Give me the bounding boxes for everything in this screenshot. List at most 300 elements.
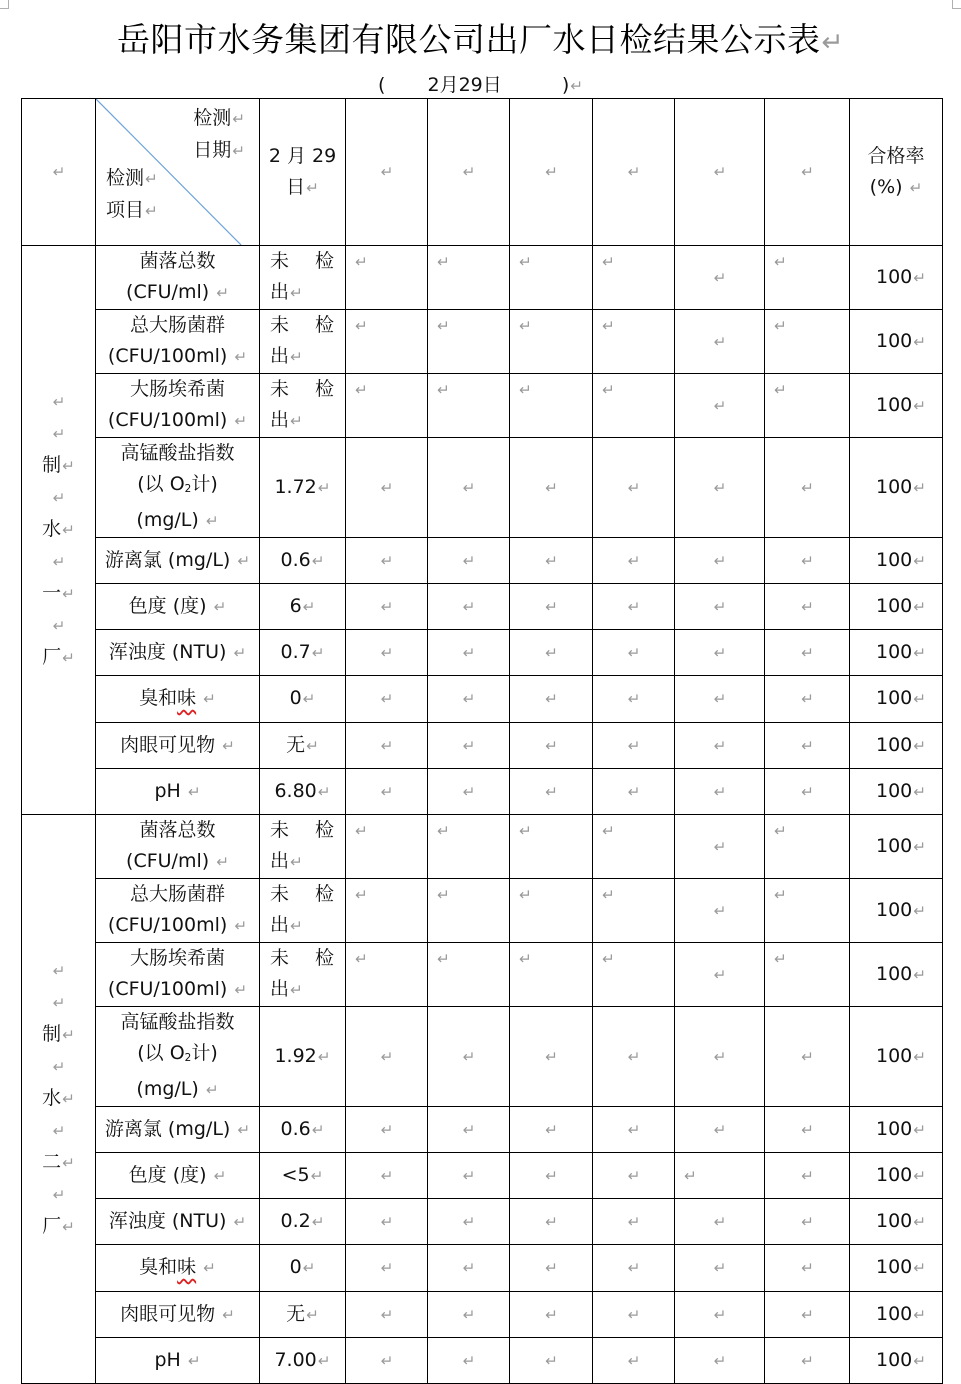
- paragraph-mark-icon: ↵: [233, 1212, 247, 1231]
- table-row: [22, 1245, 943, 1292]
- empty-date-cell[interactable]: ↵: [593, 1007, 675, 1107]
- empty-date-cell[interactable]: ↵: [510, 538, 593, 584]
- empty-date-cell[interactable]: ↵: [593, 769, 675, 815]
- test-item-cell: 总大肠菌群 (CFU/100ml) ↵: [96, 879, 260, 943]
- empty-date-cell[interactable]: ↵: [593, 584, 675, 630]
- paragraph-mark-icon: ↵: [913, 478, 926, 497]
- empty-date-cell[interactable]: ↵: [675, 769, 765, 815]
- table-row: [22, 1199, 943, 1245]
- empty-date-cell[interactable]: ↵: [765, 438, 850, 538]
- empty-date-header[interactable]: ↵: [428, 99, 510, 246]
- date-line: [0, 70, 961, 97]
- result-value-cell: 0.2↵: [260, 1199, 346, 1245]
- empty-date-cell[interactable]: ↵: [593, 438, 675, 538]
- paragraph-mark-icon: ↵: [290, 981, 303, 999]
- paragraph-mark-icon: ↵: [290, 348, 303, 366]
- paragraph-mark-icon: ↵: [233, 643, 247, 662]
- table-row: [22, 1153, 943, 1199]
- pass-rate-cell: 100↵: [850, 1199, 943, 1245]
- table-row: [22, 1292, 943, 1338]
- table-row: [22, 943, 943, 1007]
- empty-date-header[interactable]: ↵: [765, 99, 850, 246]
- empty-date-cell[interactable]: ↵: [765, 374, 850, 438]
- result-value-cell: 未 检 出↵: [260, 310, 346, 374]
- empty-date-cell[interactable]: ↵: [346, 1199, 428, 1245]
- empty-date-cell[interactable]: ↵: [428, 769, 510, 815]
- pass-rate-cell: 100↵: [850, 1153, 943, 1199]
- paragraph-mark-icon: ↵: [302, 1259, 316, 1277]
- empty-date-cell[interactable]: ↵: [593, 246, 675, 310]
- test-item-cell: 高锰酸盐指数 (以 O2计) (mg/L) ↵: [96, 1007, 260, 1107]
- diagonal-header-cell: [96, 99, 260, 246]
- test-item-cell: 色度 (度) ↵: [96, 584, 260, 630]
- empty-date-cell[interactable]: ↵: [428, 246, 510, 310]
- table-row: [22, 769, 943, 815]
- empty-date-cell[interactable]: ↵: [765, 676, 850, 723]
- empty-date-cell[interactable]: ↵: [510, 1153, 593, 1199]
- pass-rate-cell: 100↵: [850, 584, 943, 630]
- paragraph-mark-icon: ↵: [913, 1120, 926, 1139]
- empty-date-cell[interactable]: ↵: [593, 374, 675, 438]
- paragraph-mark-icon: ↵: [913, 1259, 926, 1277]
- paragraph-mark-icon: ↵: [145, 202, 158, 220]
- empty-date-cell[interactable]: ↵: [428, 1153, 510, 1199]
- date-column-header: 2 月 29 日↵: [260, 99, 346, 246]
- empty-date-cell[interactable]: ↵: [510, 723, 593, 769]
- empty-date-cell[interactable]: ↵: [510, 769, 593, 815]
- empty-date-cell[interactable]: ↵: [346, 1153, 428, 1199]
- empty-date-cell[interactable]: ↵: [428, 538, 510, 584]
- empty-date-header[interactable]: ↵: [593, 99, 675, 246]
- empty-date-cell[interactable]: ↵: [765, 246, 850, 310]
- page-corner-mark: [952, 0, 961, 9]
- paragraph-mark-icon: ↵: [302, 597, 316, 616]
- empty-date-cell[interactable]: ↵: [593, 1245, 675, 1292]
- pass-rate-cell: 100↵: [850, 1107, 943, 1153]
- empty-date-cell[interactable]: ↵: [346, 879, 428, 943]
- empty-date-cell[interactable]: ↵: [428, 1338, 510, 1384]
- paragraph-mark-icon: ↵: [205, 1081, 219, 1099]
- title-text: 岳阳市水务集团有限公司出厂水日检结果公示表: [116, 20, 821, 59]
- table-row: [22, 879, 943, 943]
- paragraph-mark-icon: ↵: [213, 1166, 227, 1185]
- empty-date-cell[interactable]: ↵: [428, 584, 510, 630]
- paragraph-mark-icon: ↵: [913, 643, 926, 662]
- paragraph-mark-icon: ↵: [232, 142, 245, 160]
- paragraph-mark-icon: ↵: [913, 1047, 926, 1066]
- empty-date-cell[interactable]: ↵: [346, 538, 428, 584]
- empty-date-cell[interactable]: ↵: [346, 815, 428, 879]
- empty-date-cell[interactable]: ↵: [428, 815, 510, 879]
- empty-date-cell[interactable]: ↵: [428, 1245, 510, 1292]
- test-item-cell: 菌落总数 (CFU/ml) ↵: [96, 815, 260, 879]
- paragraph-mark-icon: ↵: [913, 736, 926, 755]
- paragraph-mark-icon: ↵: [913, 396, 926, 415]
- empty-date-cell[interactable]: ↵: [593, 1107, 675, 1153]
- empty-date-cell[interactable]: ↵: [593, 815, 675, 879]
- test-item-cell: 臭和味 ↵: [96, 1245, 260, 1292]
- paragraph-mark-icon: ↵: [913, 965, 926, 984]
- paragraph-mark-icon: ↵: [306, 1305, 319, 1324]
- test-item-cell: 臭和味 ↵: [96, 676, 260, 723]
- empty-date-cell[interactable]: ↵: [675, 1199, 765, 1245]
- paragraph-mark-icon: ↵: [570, 77, 584, 95]
- result-value-cell: 6↵: [260, 584, 346, 630]
- paragraph-mark-icon: ↵: [317, 478, 331, 497]
- table-row: [22, 1107, 943, 1153]
- empty-date-cell[interactable]: ↵: [428, 310, 510, 374]
- test-item-cell: 浑浊度 (NTU) ↵: [96, 630, 260, 676]
- empty-date-cell[interactable]: ↵: [675, 1292, 765, 1338]
- paragraph-mark-icon: ↵: [913, 1166, 926, 1185]
- paragraph-mark-icon: ↵: [317, 782, 331, 801]
- paragraph-mark-icon: ↵: [187, 1351, 201, 1370]
- paragraph-mark-icon: ↵: [302, 690, 316, 708]
- empty-date-cell[interactable]: ↵: [593, 879, 675, 943]
- empty-date-cell[interactable]: ↵: [675, 943, 765, 1007]
- paragraph-mark-icon: ↵: [62, 1026, 75, 1044]
- empty-date-cell[interactable]: ↵: [428, 723, 510, 769]
- paragraph-mark-icon: ↵: [62, 457, 75, 475]
- paragraph-mark-icon: ↵: [913, 332, 926, 351]
- empty-date-cell[interactable]: ↵: [510, 246, 593, 310]
- pass-rate-cell: 100↵: [850, 374, 943, 438]
- paragraph-mark-icon: ↵: [234, 917, 248, 935]
- empty-date-cell[interactable]: ↵: [593, 943, 675, 1007]
- empty-date-cell[interactable]: ↵: [675, 538, 765, 584]
- empty-date-cell[interactable]: ↵: [346, 1007, 428, 1107]
- document-title: [0, 14, 961, 61]
- test-item-cell: 菌落总数 (CFU/ml) ↵: [96, 246, 260, 310]
- empty-date-cell[interactable]: ↵: [765, 1107, 850, 1153]
- result-value-cell: 1.72↵: [260, 438, 346, 538]
- pass-rate-cell: 100↵: [850, 538, 943, 584]
- empty-date-cell[interactable]: ↵: [428, 1107, 510, 1153]
- paragraph-mark-icon: ↵: [913, 1351, 926, 1370]
- diagonal-label-item: 检测↵ 项目↵: [106, 167, 158, 221]
- table-row: [22, 630, 943, 676]
- pass-rate-cell: 100↵: [850, 1007, 943, 1107]
- test-item-cell: pH ↵: [96, 1338, 260, 1384]
- empty-date-cell[interactable]: ↵: [510, 1199, 593, 1245]
- paragraph-mark-icon: ↵: [203, 690, 216, 708]
- test-item-cell: 游离氯 (mg/L) ↵: [96, 538, 260, 584]
- empty-date-cell[interactable]: ↵: [765, 879, 850, 943]
- empty-date-cell[interactable]: ↵: [428, 1292, 510, 1338]
- empty-date-header[interactable]: ↵: [675, 99, 765, 246]
- empty-date-cell[interactable]: ↵: [510, 438, 593, 538]
- empty-date-cell[interactable]: ↵: [765, 943, 850, 1007]
- paragraph-mark-icon: ↵: [311, 551, 325, 570]
- paren-open: (: [377, 74, 386, 96]
- paragraph-mark-icon: ↵: [145, 170, 158, 188]
- table-row: [22, 815, 943, 879]
- paragraph-mark-icon: ↵: [234, 412, 248, 430]
- test-item-cell: 高锰酸盐指数 (以 O2计) (mg/L) ↵: [96, 438, 260, 538]
- result-value-cell: 未 检 出↵: [260, 246, 346, 310]
- result-value-cell: 无↵: [260, 723, 346, 769]
- empty-date-cell[interactable]: ↵: [346, 1245, 428, 1292]
- pass-rate-cell: 100↵: [850, 769, 943, 815]
- empty-date-cell[interactable]: ↵: [346, 676, 428, 723]
- result-value-cell: 0↵: [260, 1245, 346, 1292]
- empty-date-cell[interactable]: ↵: [765, 1338, 850, 1384]
- result-value-cell: 0.6↵: [260, 1107, 346, 1153]
- paragraph-mark-icon: ↵: [62, 649, 75, 667]
- empty-date-cell[interactable]: ↵: [346, 630, 428, 676]
- paragraph-mark-icon: ↵: [237, 551, 251, 570]
- empty-date-cell[interactable]: ↵: [346, 723, 428, 769]
- paragraph-mark-icon: ↵: [234, 981, 248, 999]
- paragraph-mark-icon: ↵: [913, 268, 926, 287]
- paragraph-mark-icon: ↵: [62, 1090, 75, 1108]
- empty-date-cell[interactable]: ↵: [675, 1245, 765, 1292]
- table-row: [22, 438, 943, 538]
- empty-date-cell[interactable]: ↵: [765, 1153, 850, 1199]
- paragraph-mark-icon: ↵: [62, 1154, 75, 1172]
- empty-date-cell[interactable]: ↵: [765, 1007, 850, 1107]
- result-value-cell: 无↵: [260, 1292, 346, 1338]
- empty-date-cell[interactable]: ↵: [593, 538, 675, 584]
- empty-date-cell[interactable]: ↵: [593, 630, 675, 676]
- empty-date-cell[interactable]: ↵: [510, 879, 593, 943]
- pass-rate-cell: 100↵: [850, 1245, 943, 1292]
- empty-date-cell[interactable]: ↵: [765, 1245, 850, 1292]
- result-value-cell: 1.92↵: [260, 1007, 346, 1107]
- pass-rate-cell: 100↵: [850, 879, 943, 943]
- empty-date-cell[interactable]: ↵: [346, 769, 428, 815]
- empty-date-cell[interactable]: ↵: [675, 815, 765, 879]
- test-item-cell: 总大肠菌群 (CFU/100ml) ↵: [96, 310, 260, 374]
- pass-rate-cell: 100↵: [850, 310, 943, 374]
- pass-rate-cell: 100↵: [850, 1292, 943, 1338]
- paragraph-mark-icon: ↵: [821, 27, 845, 58]
- empty-date-cell[interactable]: ↵: [428, 1007, 510, 1107]
- paragraph-mark-icon: ↵: [913, 782, 926, 801]
- paragraph-mark-icon: ↵: [913, 551, 926, 570]
- result-value-cell: 6.80↵: [260, 769, 346, 815]
- pass-rate-cell: 100↵: [850, 943, 943, 1007]
- paragraph-mark-icon: ↵: [216, 284, 229, 302]
- empty-date-cell[interactable]: ↵: [428, 630, 510, 676]
- empty-date-cell[interactable]: ↵: [428, 438, 510, 538]
- test-item-cell: 肉眼可见物 ↵: [96, 1292, 260, 1338]
- result-value-cell: 0↵: [260, 676, 346, 723]
- empty-date-cell[interactable]: ↵: [765, 1292, 850, 1338]
- test-item-cell: 浑浊度 (NTU) ↵: [96, 1199, 260, 1245]
- header-blank-cell: ↵: [22, 99, 96, 246]
- paragraph-mark-icon: ↵: [311, 1212, 325, 1231]
- result-value-cell: 7.00↵: [260, 1338, 346, 1384]
- empty-date-cell[interactable]: ↵: [765, 815, 850, 879]
- header-row: [22, 99, 943, 246]
- plant-name-cell: ↵ ↵ 制↵ ↵ 水↵ ↵ 一↵ ↵ 厂↵: [22, 246, 96, 815]
- empty-date-cell[interactable]: ↵: [593, 1153, 675, 1199]
- paren-close: ): [561, 74, 570, 96]
- result-value-cell: <5↵: [260, 1153, 346, 1199]
- paragraph-mark-icon: ↵: [913, 690, 926, 708]
- empty-date-cell[interactable]: ↵: [675, 1007, 765, 1107]
- test-item-cell: 大肠埃希菌 (CFU/100ml) ↵: [96, 374, 260, 438]
- report-date: 2月29日: [427, 74, 502, 96]
- empty-date-cell[interactable]: ↵: [593, 723, 675, 769]
- empty-date-cell[interactable]: ↵: [510, 1338, 593, 1384]
- paragraph-mark-icon: ↵: [306, 178, 319, 197]
- empty-date-cell[interactable]: ↵: [593, 1292, 675, 1338]
- empty-date-cell[interactable]: ↵: [675, 879, 765, 943]
- empty-date-cell[interactable]: ↵: [510, 1107, 593, 1153]
- empty-date-cell[interactable]: ↵: [765, 584, 850, 630]
- pass-rate-cell: 100↵: [850, 246, 943, 310]
- results-table: [21, 98, 943, 1384]
- diagonal-label-date: 检测↵ 日期↵: [193, 107, 245, 161]
- paragraph-mark-icon: ↵: [203, 1259, 216, 1277]
- empty-date-cell[interactable]: ↵: [765, 723, 850, 769]
- result-value-cell: 0.7↵: [260, 630, 346, 676]
- paragraph-mark-icon: ↵: [311, 1120, 325, 1139]
- empty-date-cell[interactable]: ↵: [675, 1107, 765, 1153]
- empty-date-cell[interactable]: ↵: [510, 1007, 593, 1107]
- empty-date-cell[interactable]: ↵: [510, 584, 593, 630]
- paragraph-mark-icon: ↵: [290, 412, 303, 430]
- paragraph-mark-icon: ↵: [222, 736, 235, 755]
- empty-date-cell[interactable]: ↵: [510, 374, 593, 438]
- pass-rate-cell: 100↵: [850, 1338, 943, 1384]
- test-item-cell: 肉眼可见物 ↵: [96, 723, 260, 769]
- paragraph-mark-icon: ↵: [317, 1351, 331, 1370]
- pass-rate-cell: 100↵: [850, 630, 943, 676]
- empty-date-cell[interactable]: ↵: [346, 310, 428, 374]
- table-row: [22, 1007, 943, 1107]
- paragraph-mark-icon: ↵: [216, 853, 229, 871]
- empty-date-cell[interactable]: ↵: [428, 374, 510, 438]
- empty-date-cell[interactable]: ↵: [346, 584, 428, 630]
- table-row: [22, 310, 943, 374]
- empty-date-cell[interactable]: ↵: [510, 630, 593, 676]
- pass-rate-cell: 100↵: [850, 723, 943, 769]
- table-row: [22, 246, 943, 310]
- paragraph-mark-icon: ↵: [62, 1218, 75, 1236]
- paragraph-mark-icon: ↵: [234, 348, 248, 366]
- page-corner-mark: [0, 0, 9, 9]
- table-row: [22, 1338, 943, 1384]
- empty-date-cell[interactable]: ↵: [675, 1338, 765, 1384]
- empty-date-cell[interactable]: ↵: [593, 676, 675, 723]
- paragraph-mark-icon: ↵: [205, 512, 219, 530]
- empty-date-cell[interactable]: ↵: [675, 310, 765, 374]
- paragraph-mark-icon: ↵: [237, 1120, 251, 1139]
- test-item-cell: 游离氯 (mg/L) ↵: [96, 1107, 260, 1153]
- test-item-cell: pH ↵: [96, 769, 260, 815]
- table-row: [22, 723, 943, 769]
- empty-date-cell[interactable]: ↵: [765, 769, 850, 815]
- test-item-cell: 大肠埃希菌 (CFU/100ml) ↵: [96, 943, 260, 1007]
- paragraph-mark-icon: ↵: [913, 837, 926, 856]
- pass-rate-cell: 100↵: [850, 438, 943, 538]
- empty-date-cell[interactable]: ↵: [765, 630, 850, 676]
- empty-date-cell[interactable]: ↵: [346, 943, 428, 1007]
- empty-date-cell[interactable]: ↵: [428, 943, 510, 1007]
- empty-date-cell[interactable]: ↵: [675, 246, 765, 310]
- empty-date-cell[interactable]: ↵: [428, 676, 510, 723]
- paragraph-mark-icon: ↵: [62, 521, 75, 539]
- paragraph-mark-icon: ↵: [909, 178, 923, 197]
- paragraph-mark-icon: ↵: [306, 736, 319, 755]
- empty-date-cell[interactable]: ↵: [675, 374, 765, 438]
- empty-date-cell[interactable]: ↵: [510, 943, 593, 1007]
- result-value-cell: 未 检 出↵: [260, 374, 346, 438]
- empty-date-cell[interactable]: ↵: [510, 1292, 593, 1338]
- empty-date-cell[interactable]: ↵: [593, 1199, 675, 1245]
- empty-date-cell[interactable]: ↵: [346, 374, 428, 438]
- paragraph-mark-icon: ↵: [290, 853, 303, 871]
- empty-date-cell[interactable]: ↵: [510, 815, 593, 879]
- table-row: [22, 676, 943, 723]
- paragraph-mark-icon: ↵: [187, 782, 201, 801]
- paragraph-mark-icon: ↵: [913, 901, 926, 920]
- empty-date-cell[interactable]: ↵: [346, 1338, 428, 1384]
- empty-date-cell[interactable]: ↵: [346, 438, 428, 538]
- paragraph-mark-icon: ↵: [290, 284, 303, 302]
- paragraph-mark-icon: ↵: [913, 597, 926, 616]
- paragraph-mark-icon: ↵: [913, 1305, 926, 1324]
- result-value-cell: 0.6↵: [260, 538, 346, 584]
- pass-rate-cell: 100↵: [850, 815, 943, 879]
- table-row: [22, 538, 943, 584]
- paragraph-mark-icon: ↵: [213, 597, 227, 616]
- empty-date-header[interactable]: ↵: [510, 99, 593, 246]
- empty-date-cell[interactable]: ↵: [675, 723, 765, 769]
- table-row: [22, 584, 943, 630]
- paragraph-mark-icon: ↵: [913, 1212, 926, 1231]
- paragraph-mark-icon: ↵: [317, 1047, 331, 1066]
- paragraph-mark-icon: ↵: [232, 110, 245, 128]
- rate-column-header: 合格率 (%) ↵: [850, 99, 943, 246]
- result-value-cell: 未 检 出↵: [260, 815, 346, 879]
- paragraph-mark-icon: ↵: [62, 585, 75, 603]
- empty-date-cell[interactable]: ↵: [593, 1338, 675, 1384]
- empty-date-cell[interactable]: ↵: [675, 676, 765, 723]
- paragraph-mark-icon: ↵: [290, 917, 303, 935]
- empty-date-cell[interactable]: ↵: [510, 1245, 593, 1292]
- paragraph-mark-icon: ↵: [311, 643, 325, 662]
- empty-date-cell[interactable]: ↵: [675, 438, 765, 538]
- result-value-cell: 未 检 出↵: [260, 879, 346, 943]
- empty-date-cell[interactable]: ↵: [593, 310, 675, 374]
- empty-date-cell[interactable]: ↵: [346, 1292, 428, 1338]
- pass-rate-cell: 100↵: [850, 676, 943, 723]
- empty-date-cell[interactable]: ↵: [675, 584, 765, 630]
- test-item-cell: 色度 (度) ↵: [96, 1153, 260, 1199]
- empty-date-cell[interactable]: ↵: [675, 1153, 765, 1199]
- empty-date-cell[interactable]: ↵: [675, 630, 765, 676]
- table-row: [22, 374, 943, 438]
- empty-date-header[interactable]: ↵: [346, 99, 428, 246]
- empty-date-cell[interactable]: ↵: [510, 310, 593, 374]
- empty-date-cell[interactable]: ↵: [765, 1199, 850, 1245]
- paragraph-mark-icon: ↵: [310, 1166, 324, 1185]
- plant-name-cell: ↵ ↵ 制↵ ↵ 水↵ ↵ 二↵ ↵ 厂↵: [22, 815, 96, 1384]
- empty-date-cell[interactable]: ↵: [346, 1107, 428, 1153]
- paragraph-mark-icon: ↵: [222, 1305, 235, 1324]
- empty-date-cell[interactable]: ↵: [428, 879, 510, 943]
- empty-date-cell[interactable]: ↵: [765, 310, 850, 374]
- empty-date-cell[interactable]: ↵: [765, 538, 850, 584]
- empty-date-cell[interactable]: ↵: [510, 676, 593, 723]
- result-value-cell: 未 检 出↵: [260, 943, 346, 1007]
- empty-date-cell[interactable]: ↵: [346, 246, 428, 310]
- empty-date-cell[interactable]: ↵: [428, 1199, 510, 1245]
